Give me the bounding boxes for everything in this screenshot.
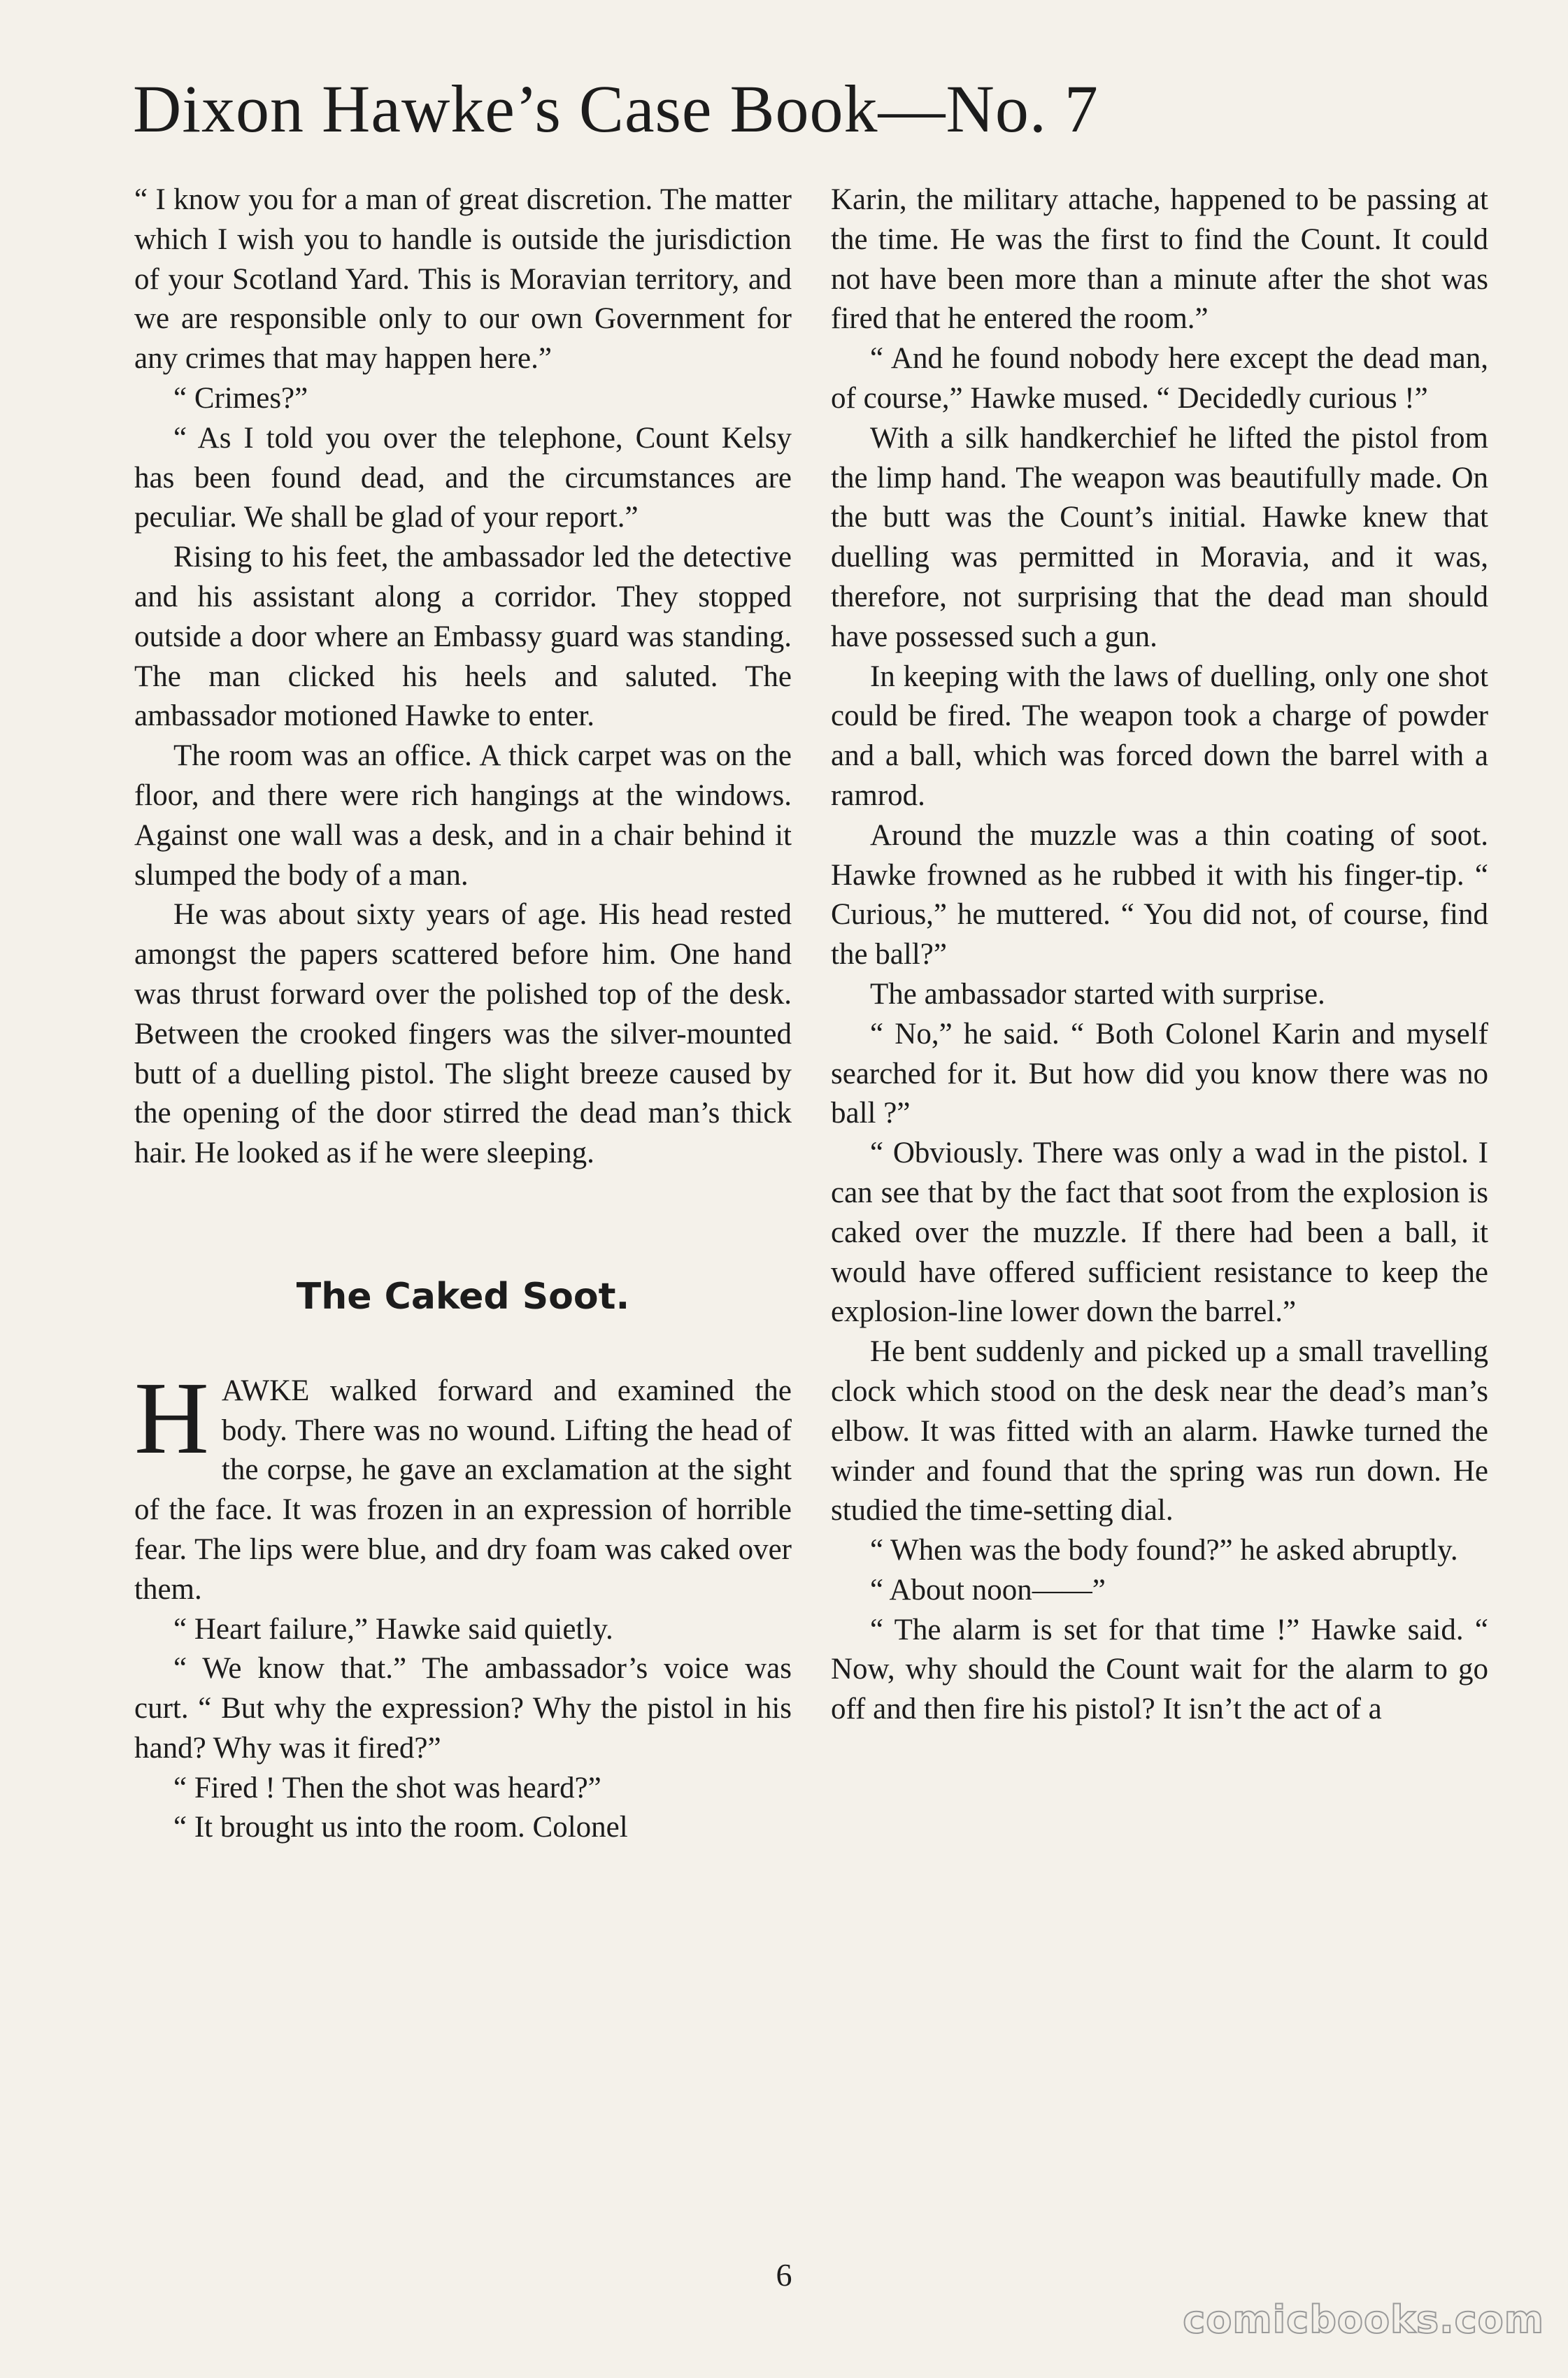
paragraph: “ Crimes?” [173,381,308,415]
dropcap-paragraph [134,1360,792,1610]
right-column [831,180,1488,1730]
left-column [134,180,792,1848]
dropcap-paragraph-text: AWKE walked forward and examined the body. There was no wound. Lifting the head of the corpse, he gave an exclamation at the sight of the face. It was frozen in an expression of horrible fear. The lips were blue, and dry foam was caked over them. [134,1374,792,1606]
paragraph: “ No,” he said. “ Both Colonel Karin and myself searched for it. But how did you know there was no ball ?” [831,1017,1488,1130]
paragraph: He bent suddenly and picked up a small travelling clock which stood on the desk near the dead’s man’s elbow. It was fitted with an alarm. Hawke turned the winder and found that the spring was run down. He studied the time-setting dial. [831,1335,1488,1528]
paragraph: “ The alarm is set for that time !” Hawke said. “ Now, why should the Count wait for the alarm to go off and then fire his pistol? It isn’t the act of a [831,1613,1488,1726]
paragraph: With a silk handkerchief he lifted the pistol from the limp hand. The weapon was beautifully made. On the butt was the Count’s initial. Hawke knew that duelling was permitted in Moravia, and it was, therefore, not surprising that the dead man should have possessed such a gun. [831,421,1488,653]
paragraph: “ Fired ! Then the shot was heard?” [173,1771,601,1804]
dropcap-letter: H [134,1360,209,1476]
paragraph: “ I know you for a man of great discretion. The matter which I wish you to handle is outside the jurisdiction of your Scotland Yard. This is Moravian territory, and we are responsible only to our own Government for any crimes that may happen here.” [134,183,792,376]
paragraph: He was about sixty years of age. His head rested amongst the papers scattered before him. One hand was thrust forward over the polished top of the desk. Between the crooked fingers was the silver-mounted butt of a duelling pistol. The slight breeze caused by the opening of the door stirred the dead man’s thick hair. He looked as if he were sleeping. [134,898,792,1170]
paragraph: In keeping with the laws of duelling, only one shot could be fired. The weapon took a charge of powder and a ball, which was forced down the barrel with a ramrod. [831,660,1488,812]
page-number: 6 [776,2257,792,2293]
paragraph: “ As I told you over the telephone, Count Kelsy has been found dead, and the circumstances are peculiar. We shall be glad of your report.” [134,421,792,534]
paragraph: “ It brought us into the room. Colonel [173,1811,628,1844]
paragraph: “ When was the body found?” he asked abruptly. [870,1534,1458,1567]
paragraph: Karin, the military attache, happened to be passing at the time. He was the first to find the Count. It could not have been more than a minute after the shot was fired that he entered the room.” [831,183,1488,336]
watermark: comicbooks.com [1183,2298,1544,2342]
paragraph: “ Heart failure,” Hawke said quietly. [173,1612,613,1646]
paragraph: “ About noon——” [870,1573,1106,1607]
page-title: Dixon Hawke’s Case Book—No. 7 [133,71,1099,146]
section-heading: The Caked Soot. [296,1275,630,1318]
paragraph: “ Obviously. There was only a wad in the pistol. I can see that by the fact that soot from the explosion is caked over the muzzle. If there had been a ball, it would have offered sufficient resistance to keep the explosion-line lower down the barrel.” [831,1137,1488,1329]
paragraph: The room was an office. A thick carpet was on the floor, and there were rich hangings at the windows. Against one wall was a desk, and in a chair behind it slumped the body of a man. [134,739,792,892]
paragraph: Rising to his feet, the ambassador led the detective and his assistant along a corridor. They stopped outside a door where an Embassy guard was standing. The man clicked his heels and saluted. The ambassador motioned Hawke to enter. [134,541,792,733]
paragraph: “ We know that.” The ambassador’s voice was curt. “ But why the expression? Why the pistol in his hand? Why was it fired?” [134,1652,792,1765]
paragraph: Around the muzzle was a thin coating of soot. Hawke frowned as he rubbed it with his finger-tip. “ Curious,” he muttered. “ You did not, of course, find the ball?” [831,818,1488,971]
paragraph: The ambassador started with surprise. [870,977,1325,1011]
paragraph: “ And he found nobody here except the dead man, of course,” Hawke mused. “ Decidedly curious !” [831,342,1488,415]
